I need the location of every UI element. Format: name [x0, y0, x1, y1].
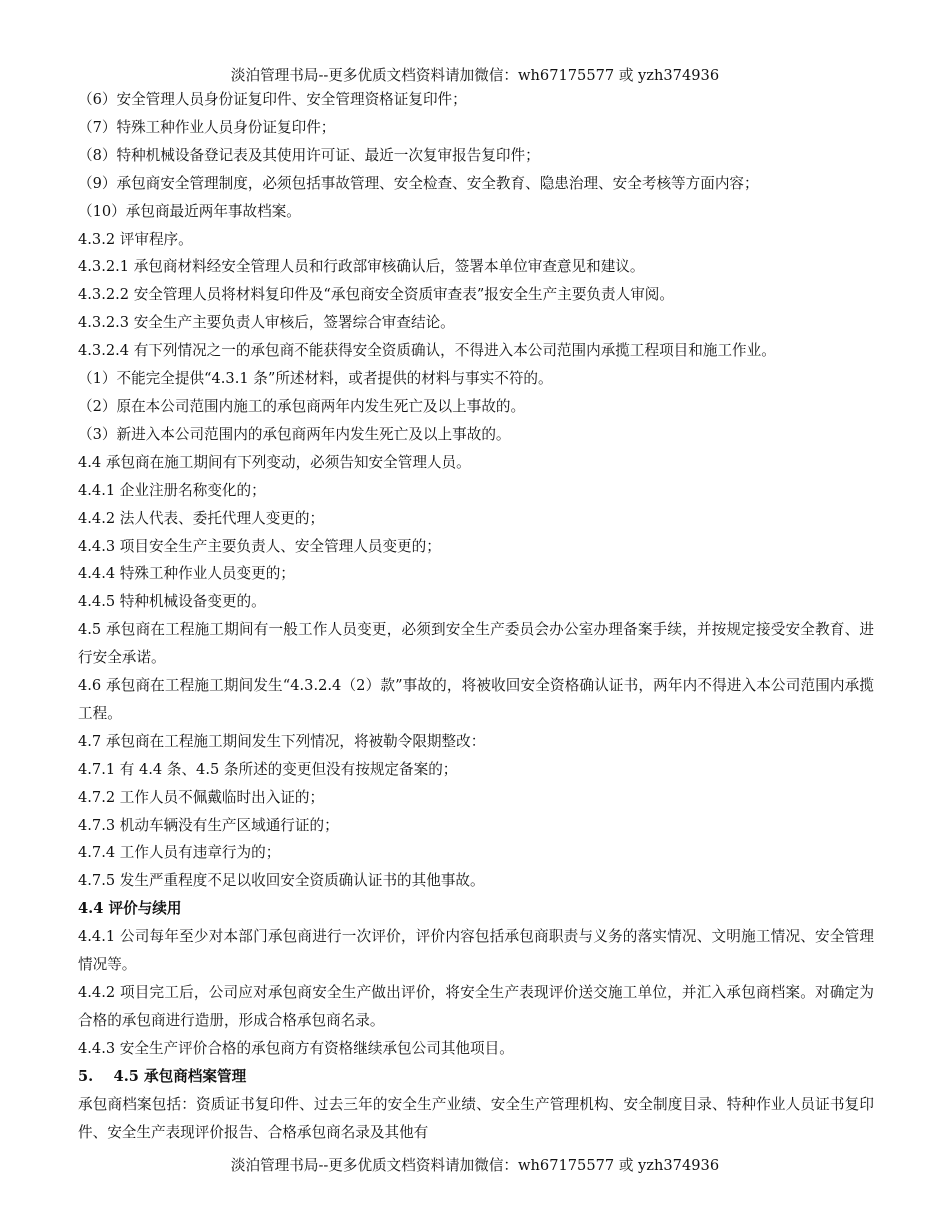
- paragraph: 4.4.3 安全生产评价合格的承包商方有资格继续承包公司其他项目。: [78, 1039, 514, 1057]
- paragraph: 4.4.5 特种机械设备变更的。: [78, 593, 266, 611]
- paragraph: 4.4.1 公司每年至少对本部门承包商进行一次评价，评价内容包括承包商职责与义务的落实情况、文明施工情况、安全管理情况等。: [78, 928, 874, 974]
- paragraph: 4.4.2 项目完工后，公司应对承包商安全生产做出评价，将安全生产表现评价送交施工单位，并汇入承包商档案。对确定为合格的承包商进行造册，形成合格承包商名录。: [78, 984, 874, 1029]
- paragraph: 4.7.3 机动车辆没有生产区域通行证的；: [78, 816, 339, 834]
- paragraph: 4.6 承包商在工程施工期间发生“4.3.2.4（2）款”事故的，将被收回安全资格确认证书，两年内不得进入本公司范围内承揽工程。: [78, 677, 874, 722]
- paragraph: 4.4.3 项目安全生产主要负责人、安全管理人员变更的；: [78, 537, 441, 555]
- section-heading: 5. 4.5 承包商档案管理: [78, 1067, 247, 1085]
- paragraph: （10）承包商最近两年事故档案。: [78, 202, 301, 220]
- paragraph: （3）新进入本公司范围内的承包商两年内发生死亡及以上事故的。: [78, 425, 511, 443]
- paragraph: 承包商档案包括：资质证书复印件、过去三年的安全生产业绩、安全生产管理机构、安全制度目录、特种作业人员证书复印件、安全生产表现评价报告、合格承包商名录及其他有: [78, 1095, 874, 1141]
- paragraph: 4.7.4 工作人员有违章行为的；: [78, 844, 281, 862]
- paragraph: 4.7.2 工作人员不佩戴临时出入证的；: [78, 788, 325, 806]
- page-footer: 淡泊管理书局--更多优质文档资料请加微信：wh67175577 或 yzh374936: [230, 1157, 720, 1174]
- paragraph: （8）特种机械设备登记表及其使用许可证、最近一次复审报告复印件；: [78, 146, 540, 164]
- paragraph: 4.4 承包商在施工期间有下列变动，必须告知安全管理人员。: [78, 453, 471, 471]
- paragraph: （1）不能完全提供“4.3.1 条”所述材料，或者提供的材料与事实不符的。: [78, 370, 553, 388]
- paragraph: （6）安全管理人员身份证复印件、安全管理资格证复印件；: [78, 91, 467, 108]
- section-heading: 4.4 评价与续用: [78, 900, 182, 918]
- paragraph: （9）承包商安全管理制度，必须包括事故管理、安全检查、安全教育、隐患治理、安全考核等方面内容；: [78, 174, 759, 192]
- document-body: [78, 86, 874, 1146]
- paragraph: 4.4.1 企业注册名称变化的；: [78, 481, 266, 499]
- paragraph: 4.4.4 特殊工种作业人员变更的；: [78, 565, 295, 583]
- paragraph: 4.3.2.1 承包商材料经安全管理人员和行政部审核确认后，签署本单位审查意见和建议。: [78, 258, 645, 276]
- paragraph: 4.3.2.4 有下列情况之一的承包商不能获得安全资质确认，不得进入本公司范围内承揽工程项目和施工作业。: [78, 342, 776, 360]
- paragraph: 4.3.2.2 安全管理人员将材料复印件及“承包商安全资质审查表”报安全生产主要负责人审阅。: [78, 286, 674, 304]
- paragraph: 4.7 承包商在工程施工期间发生下列情况，将被勒令限期整改：: [78, 732, 486, 750]
- paragraph: （7）特殊工种作业人员身份证复印件；: [78, 118, 336, 136]
- paragraph: 4.7.5 发生严重程度不足以收回安全资质确认证书的其他事故。: [78, 872, 485, 890]
- paragraph: （2）原在本公司范围内施工的承包商两年内发生死亡及以上事故的。: [78, 397, 526, 415]
- page-header: 淡泊管理书局--更多优质文档资料请加微信：wh67175577 或 yzh374936: [230, 67, 720, 84]
- paragraph: 4.3.2.3 安全生产主要负责人审核后，签署综合审查结论。: [78, 314, 455, 332]
- section-heading: 4.3.2 评审程序。: [78, 230, 193, 248]
- paragraph: 4.4.2 法人代表、委托代理人变更的；: [78, 509, 325, 527]
- paragraph: 4.5 承包商在工程施工期间有一般工作人员变更，必须到安全生产委员会办公室办理备案手续，并按规定接受安全教育、进行安全承诺。: [78, 621, 874, 667]
- paragraph: 4.7.1 有 4.4 条、4.5 条所述的变更但没有按规定备案的；: [78, 760, 458, 778]
